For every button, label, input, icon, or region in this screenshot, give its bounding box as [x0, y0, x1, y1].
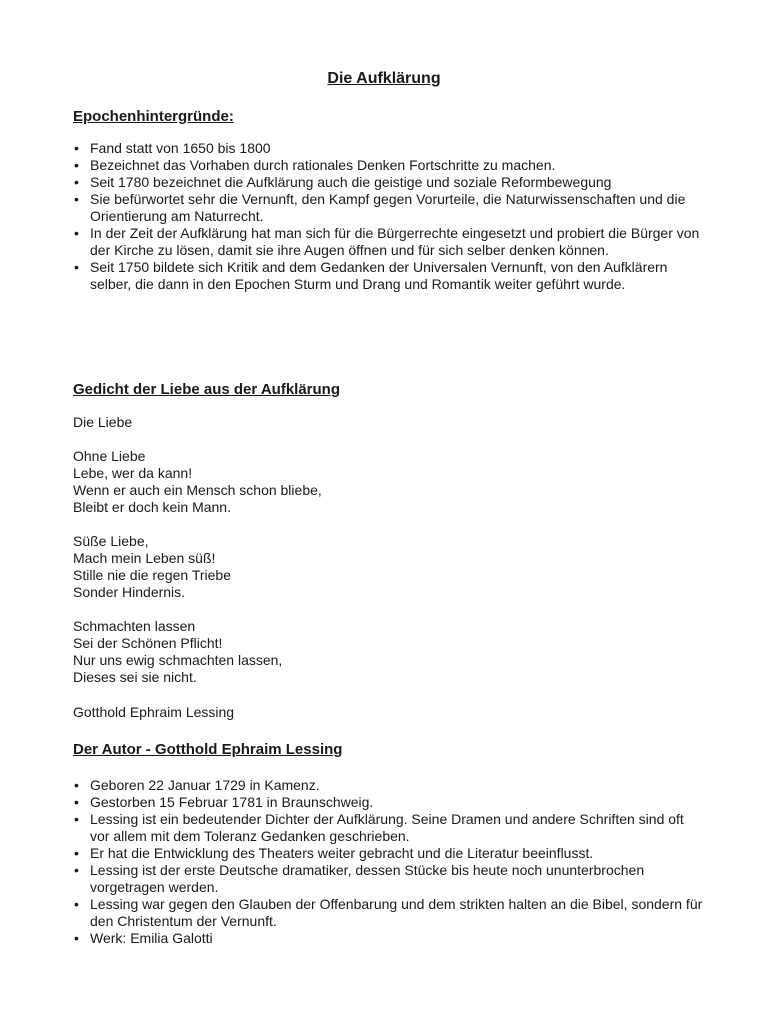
poem-line: Süße Liebe, — [73, 533, 149, 549]
poem-line: Stille nie die regen Triebe — [73, 567, 231, 583]
heading-autor: Der Autor - Gotthold Ephraim Lessing — [73, 741, 343, 758]
poem-line: Sonder Hindernis. — [73, 584, 186, 600]
list-item: • Seit 1780 bezeichnet die Aufklärung auch die geistige und soziale Reformbewegung — [73, 174, 703, 191]
list-item: • Lessing war gegen den Glauben der Offenbarung und dem strikten halten an die Bibel, sondern für den Christentum der Vernunft. — [73, 896, 703, 930]
poem-line: Nur uns ewig schmachten lassen, — [73, 652, 283, 668]
poem-title: Die Liebe — [73, 414, 133, 430]
list-item: • Seit 1750 bildete sich Kritik and dem Gedanken der Universalen Vernunft, von den Aufklärern selber, die dann in den Epochen Sturm und Drang und Romantik weiter geführt wurde. — [73, 259, 703, 293]
list-item: • Sie befürwortet sehr die Vernunft, den Kampf gegen Vorurteile, die Naturwissenschaften und die Orientierung am Naturrecht. — [73, 191, 703, 225]
list-item: • In der Zeit der Aufklärung hat man sich für die Bürgerrechte eingesetzt und probiert die Bürger von der Kirche zu lösen, damit sie ihre Augen öffnen und für sich selber denken können. — [73, 225, 703, 259]
list-item: • Fand statt von 1650 bis 1800 — [73, 140, 703, 157]
list-item: • Bezeichnet das Vorhaben durch rationales Denken Fortschritte zu machen. — [73, 157, 703, 174]
poem-author: Gotthold Ephraim Lessing — [73, 704, 235, 720]
list-item: • Werk: Emilia Galotti — [73, 930, 703, 947]
list-item: • Lessing ist ein bedeutender Dichter der Aufklärung. Seine Dramen und andere Schriften sind oft vor allem mit dem Toleranz Gedanken geschrieben. — [73, 811, 703, 845]
poem-line: Ohne Liebe — [73, 448, 146, 464]
list-item: • Geboren 22 Januar 1729 in Kamenz. — [73, 777, 703, 794]
poem-line: Schmachten lassen — [73, 618, 196, 634]
autor-list — [73, 777, 703, 947]
document-title — [0, 69, 768, 89]
list-item: • Gestorben 15 Februar 1781 in Braunschweig. — [73, 794, 703, 811]
document-title-text: Die Aufklärung — [327, 70, 441, 87]
poem-line: Wenn er auch ein Mensch schon bliebe, — [73, 482, 322, 498]
poem-line: Bleibt er doch kein Mann. — [73, 499, 231, 515]
poem-line: Mach mein Leben süß! — [73, 550, 216, 566]
poem-line: Sei der Schönen Pflicht! — [73, 635, 223, 651]
poem-line: Dieses sei sie nicht. — [73, 669, 197, 685]
heading-gedicht: Gedicht der Liebe aus der Aufklärung — [73, 381, 340, 398]
list-item: • Lessing ist der erste Deutsche dramatiker, dessen Stücke bis heute noch ununterbrochen vorgetragen werden. — [73, 862, 703, 896]
heading-epochenhintergruende: Epochenhintergründe: — [73, 108, 234, 125]
poem-line: Lebe, wer da kann! — [73, 465, 193, 481]
epochenhintergruende-list — [73, 140, 703, 293]
list-item: • Er hat die Entwicklung des Theaters weiter gebracht und die Literatur beeinflusst. — [73, 845, 703, 862]
